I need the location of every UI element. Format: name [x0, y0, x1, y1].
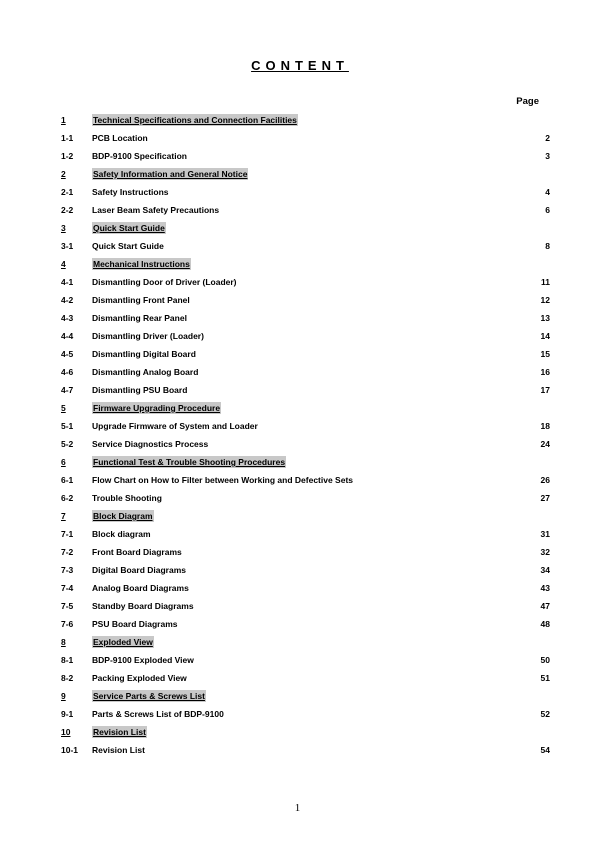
toc-section-number: 3-1 [61, 241, 74, 251]
toc-page-number: 32 [540, 547, 550, 557]
toc-item-row[interactable] [61, 489, 550, 507]
page-column-header: Page [516, 96, 539, 107]
toc-chapter-number: 9 [61, 691, 66, 701]
toc-section-title: Packing Exploded View [92, 673, 187, 683]
toc-page-number: 6 [545, 205, 550, 215]
toc-section-number: 4-7 [61, 385, 74, 395]
toc-item-row[interactable] [61, 579, 550, 597]
toc-chapter-number: 1 [61, 115, 66, 125]
toc-page-number: 2 [545, 133, 550, 143]
toc-chapter-title: Revision List [93, 727, 146, 737]
toc-item-row[interactable] [61, 381, 550, 399]
toc-page-number: 51 [540, 673, 550, 683]
toc-section-number: 10-1 [61, 745, 79, 755]
toc-item-row[interactable] [61, 309, 550, 327]
toc-chapter-row[interactable] [61, 633, 550, 651]
toc-section-number: 1-1 [61, 133, 74, 143]
toc-item-row[interactable] [61, 615, 550, 633]
toc-page-number: 24 [540, 439, 550, 449]
document-title: CONTENT [251, 58, 349, 73]
toc-chapter-row[interactable] [61, 723, 550, 741]
toc-page-number: 18 [540, 421, 550, 431]
toc-section-title: Parts & Screws List of BDP-9100 [92, 709, 224, 719]
toc-section-title: Dismantling PSU Board [92, 385, 188, 395]
toc-section-title: Digital Board Diagrams [92, 565, 186, 575]
toc-chapter-row[interactable] [61, 255, 550, 273]
toc-page-number: 43 [540, 583, 550, 593]
toc-chapter-title: Technical Specifications and Connection Facilities [93, 115, 297, 125]
toc-section-title: Dismantling Front Panel [92, 295, 190, 305]
toc-item-row[interactable] [61, 201, 550, 219]
toc-page-number: 11 [541, 277, 550, 287]
toc-page-number: 54 [540, 745, 550, 755]
toc-section-number: 4-6 [61, 367, 74, 377]
toc-page-number: 14 [540, 331, 550, 341]
toc-page-number: 16 [540, 367, 550, 377]
toc-item-row[interactable] [61, 525, 550, 543]
toc-section-number: 7-2 [61, 547, 74, 557]
toc-chapter-row[interactable] [61, 453, 550, 471]
toc-section-title: Dismantling Digital Board [92, 349, 196, 359]
toc-chapter-row[interactable] [61, 687, 550, 705]
toc-section-number: 8-1 [61, 655, 74, 665]
toc-item-row[interactable] [61, 273, 550, 291]
toc-section-number: 9-1 [61, 709, 74, 719]
toc-item-row[interactable] [61, 183, 550, 201]
toc-item-row[interactable] [61, 435, 550, 453]
toc-page-number: 4 [545, 187, 550, 197]
toc-chapter-title: Exploded View [93, 637, 153, 647]
toc-section-title: Dismantling Rear Panel [92, 313, 187, 323]
toc-chapter-row[interactable] [61, 111, 550, 129]
toc-page-number: 3 [545, 151, 550, 161]
toc-section-title: Laser Beam Safety Precautions [92, 205, 220, 215]
toc-section-title: BDP-9100 Exploded View [92, 655, 194, 665]
toc-section-number: 4-5 [61, 349, 74, 359]
toc-section-number: 2-2 [61, 205, 74, 215]
toc-section-number: 5-2 [61, 439, 74, 449]
toc-section-title: Trouble Shooting [92, 493, 162, 503]
toc-item-row[interactable] [61, 705, 550, 723]
toc-chapter-title: Functional Test & Trouble Shooting Procedures [93, 457, 286, 467]
toc-chapter-number: 10 [61, 727, 71, 737]
toc-section-number: 2-1 [61, 187, 74, 197]
toc-item-row[interactable] [61, 561, 550, 579]
toc-section-title: Dismantling Door of Driver (Loader) [92, 277, 237, 287]
toc-chapter-number: 8 [61, 637, 66, 647]
toc-section-number: 6-1 [61, 475, 74, 485]
toc-section-title: Revision List [92, 745, 145, 755]
toc-page-number: 12 [540, 295, 550, 305]
toc-section-title: Dismantling Analog Board [92, 367, 199, 377]
toc-item-row[interactable] [61, 471, 550, 489]
toc-chapter-row[interactable] [61, 165, 550, 183]
toc-section-number: 6-2 [61, 493, 74, 503]
toc-item-row[interactable] [61, 327, 550, 345]
toc-item-row[interactable] [61, 597, 550, 615]
toc-chapter-row[interactable] [61, 219, 550, 237]
toc-chapter-row[interactable] [61, 507, 550, 525]
toc-page-number: 8 [545, 241, 550, 251]
toc-item-row[interactable] [61, 417, 550, 435]
toc-item-row[interactable] [61, 147, 550, 165]
toc-chapter-title: Service Parts & Screws List [93, 691, 205, 701]
toc-chapter-number: 7 [61, 511, 66, 521]
toc-item-row[interactable] [61, 291, 550, 309]
toc-section-number: 4-2 [61, 295, 74, 305]
toc-section-title: Flow Chart on How to Filter between Working and Defective Sets [92, 475, 354, 485]
toc-chapter-title: Block Diagram [93, 511, 153, 521]
toc-chapter-number: 6 [61, 457, 66, 467]
toc-chapter-number: 2 [61, 169, 66, 179]
toc-item-row[interactable] [61, 543, 550, 561]
toc-section-title: Service Diagnostics Process [92, 439, 209, 449]
toc-chapter-title: Firmware Upgrading Procedure [93, 403, 221, 413]
toc-section-number: 7-4 [61, 583, 74, 593]
footer-page-number: 1 [294, 802, 301, 814]
toc-item-row[interactable] [61, 237, 550, 255]
toc-section-title: Safety Instructions [92, 187, 169, 197]
toc-chapter-number: 5 [61, 403, 66, 413]
toc-section-title: Upgrade Firmware of System and Loader [92, 421, 258, 431]
toc-item-row[interactable] [61, 345, 550, 363]
toc-chapter-title: Mechanical Instructions [93, 259, 190, 269]
toc-chapter-number: 3 [61, 223, 66, 233]
toc-section-number: 7-5 [61, 601, 74, 611]
toc-section-title: BDP-9100 Specification [92, 151, 187, 161]
toc-section-number: 7-1 [61, 529, 74, 539]
toc-page-number: 48 [540, 619, 550, 629]
toc-page-number: 17 [540, 385, 550, 395]
toc-chapter-number: 4 [61, 259, 66, 269]
toc-section-number: 4-4 [61, 331, 74, 341]
toc-page-number: 15 [540, 349, 550, 359]
toc-section-title: Standby Board Diagrams [92, 601, 194, 611]
toc-page-number: 50 [540, 655, 550, 665]
toc-section-title: Dismantling Driver (Loader) [92, 331, 204, 341]
toc-item-row[interactable] [61, 129, 550, 147]
table-of-contents [61, 111, 550, 759]
toc-item-row[interactable] [61, 741, 550, 759]
toc-item-row[interactable] [61, 669, 550, 687]
toc-page-number: 47 [540, 601, 550, 611]
toc-page-number: 52 [540, 709, 550, 719]
toc-section-title: PSU Board Diagrams [92, 619, 178, 629]
toc-page-number: 13 [540, 313, 550, 323]
toc-section-number: 7-6 [61, 619, 74, 629]
toc-item-row[interactable] [61, 651, 550, 669]
toc-chapter-title: Quick Start Guide [93, 223, 165, 233]
toc-section-title: PCB Location [92, 133, 148, 143]
toc-section-title: Front Board Diagrams [92, 547, 182, 557]
toc-chapter-row[interactable] [61, 399, 550, 417]
toc-chapter-title: Safety Information and General Notice [93, 169, 248, 179]
toc-page-number: 26 [540, 475, 550, 485]
toc-section-number: 4-3 [61, 313, 74, 323]
toc-page-number: 34 [540, 565, 550, 575]
toc-item-row[interactable] [61, 363, 550, 381]
toc-section-title: Quick Start Guide [92, 241, 164, 251]
toc-section-title: Analog Board Diagrams [92, 583, 189, 593]
toc-page-number: 31 [540, 529, 550, 539]
toc-section-number: 8-2 [61, 673, 74, 683]
toc-section-number: 1-2 [61, 151, 74, 161]
toc-section-number: 4-1 [61, 277, 74, 287]
toc-page-number: 27 [540, 493, 550, 503]
toc-section-title: Block diagram [92, 529, 151, 539]
toc-section-number: 5-1 [61, 421, 74, 431]
toc-section-number: 7-3 [61, 565, 74, 575]
